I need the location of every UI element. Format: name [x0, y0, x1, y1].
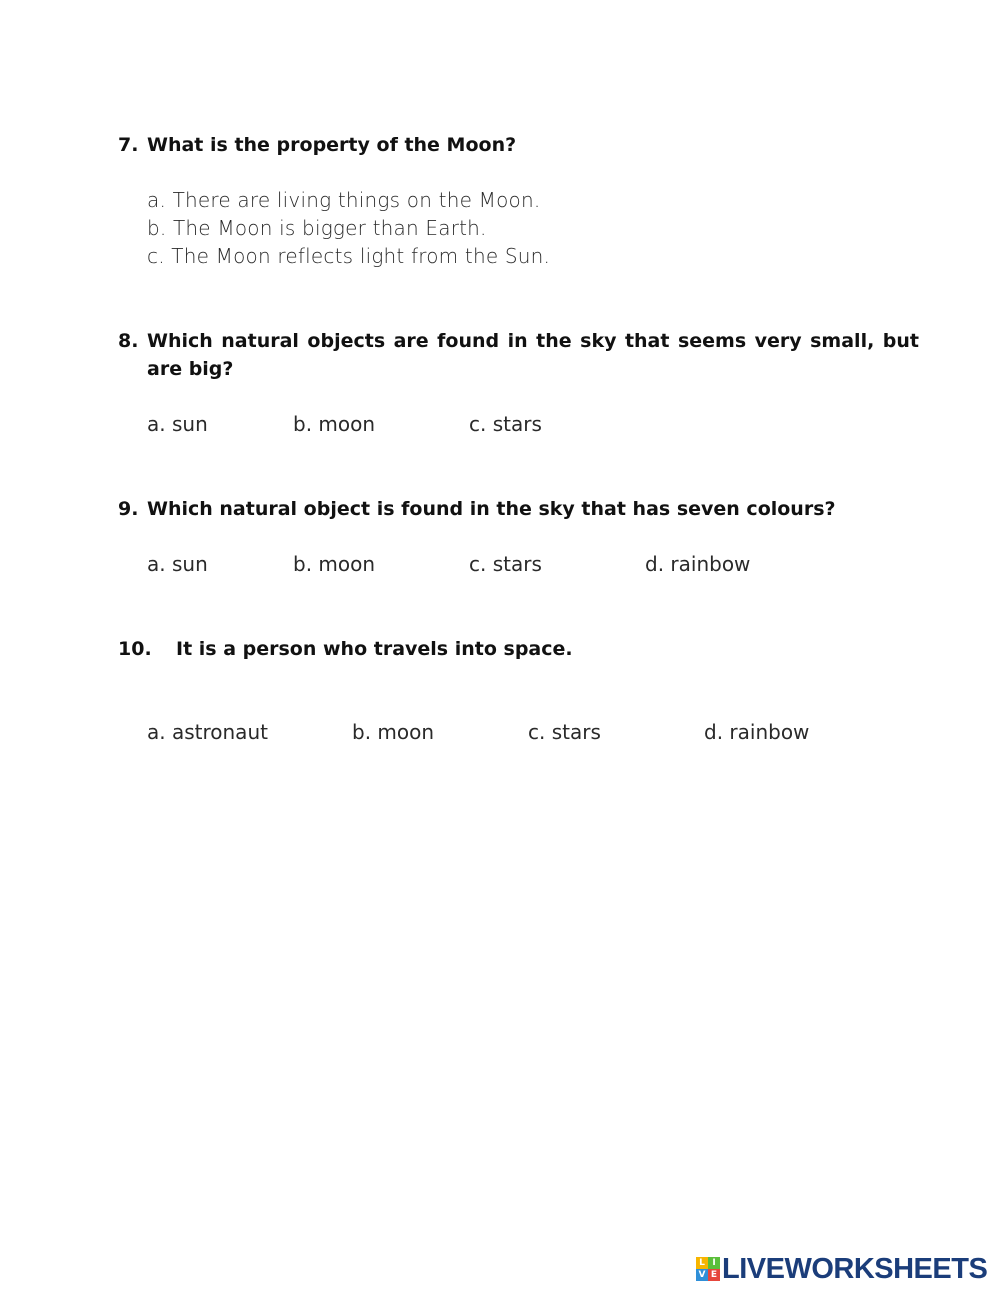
- question-text: It is a person who travels into space.: [176, 638, 573, 660]
- option-c[interactable]: c. stars: [469, 412, 542, 436]
- logo-mark-letter: V: [696, 1269, 708, 1281]
- question-number: 10.: [118, 638, 152, 660]
- option-c[interactable]: c. stars: [469, 552, 542, 576]
- question-number: 9.: [118, 498, 139, 520]
- option-b[interactable]: b. The Moon is bigger than Earth.: [147, 216, 487, 240]
- question-number: 8.: [118, 330, 139, 352]
- option-a[interactable]: a. sun: [147, 552, 208, 576]
- question-text: Which natural object is found in the sky that has seven colours?: [147, 498, 836, 520]
- option-c[interactable]: c. stars: [528, 720, 601, 744]
- logo-mark-icon: [696, 1257, 720, 1281]
- question-number: 7.: [118, 134, 139, 156]
- option-a[interactable]: a. sun: [147, 412, 208, 436]
- question-text: Which natural objects are found in the sky that seems very small, but are big?: [147, 330, 919, 380]
- option-b[interactable]: b. moon: [293, 552, 376, 576]
- option-b[interactable]: b. moon: [352, 720, 435, 744]
- logo-mark-letter: E: [708, 1269, 720, 1281]
- logo-mark-letter: I: [708, 1257, 720, 1269]
- question-text: What is the property of the Moon?: [147, 134, 517, 156]
- option-d[interactable]: d. rainbow: [704, 720, 810, 744]
- option-b[interactable]: b. moon: [293, 412, 376, 436]
- option-c[interactable]: c. The Moon reflects light from the Sun.: [147, 244, 551, 268]
- option-a[interactable]: a. There are living things on the Moon.: [147, 188, 541, 212]
- question-7-options: [147, 186, 550, 270]
- option-a[interactable]: a. astronaut: [147, 720, 268, 744]
- option-d[interactable]: d. rainbow: [645, 552, 751, 576]
- liveworksheets-logo: [696, 1254, 987, 1284]
- logo-text: LIVEWORKSHEETS: [722, 1252, 988, 1285]
- logo-mark-letter: L: [696, 1257, 708, 1269]
